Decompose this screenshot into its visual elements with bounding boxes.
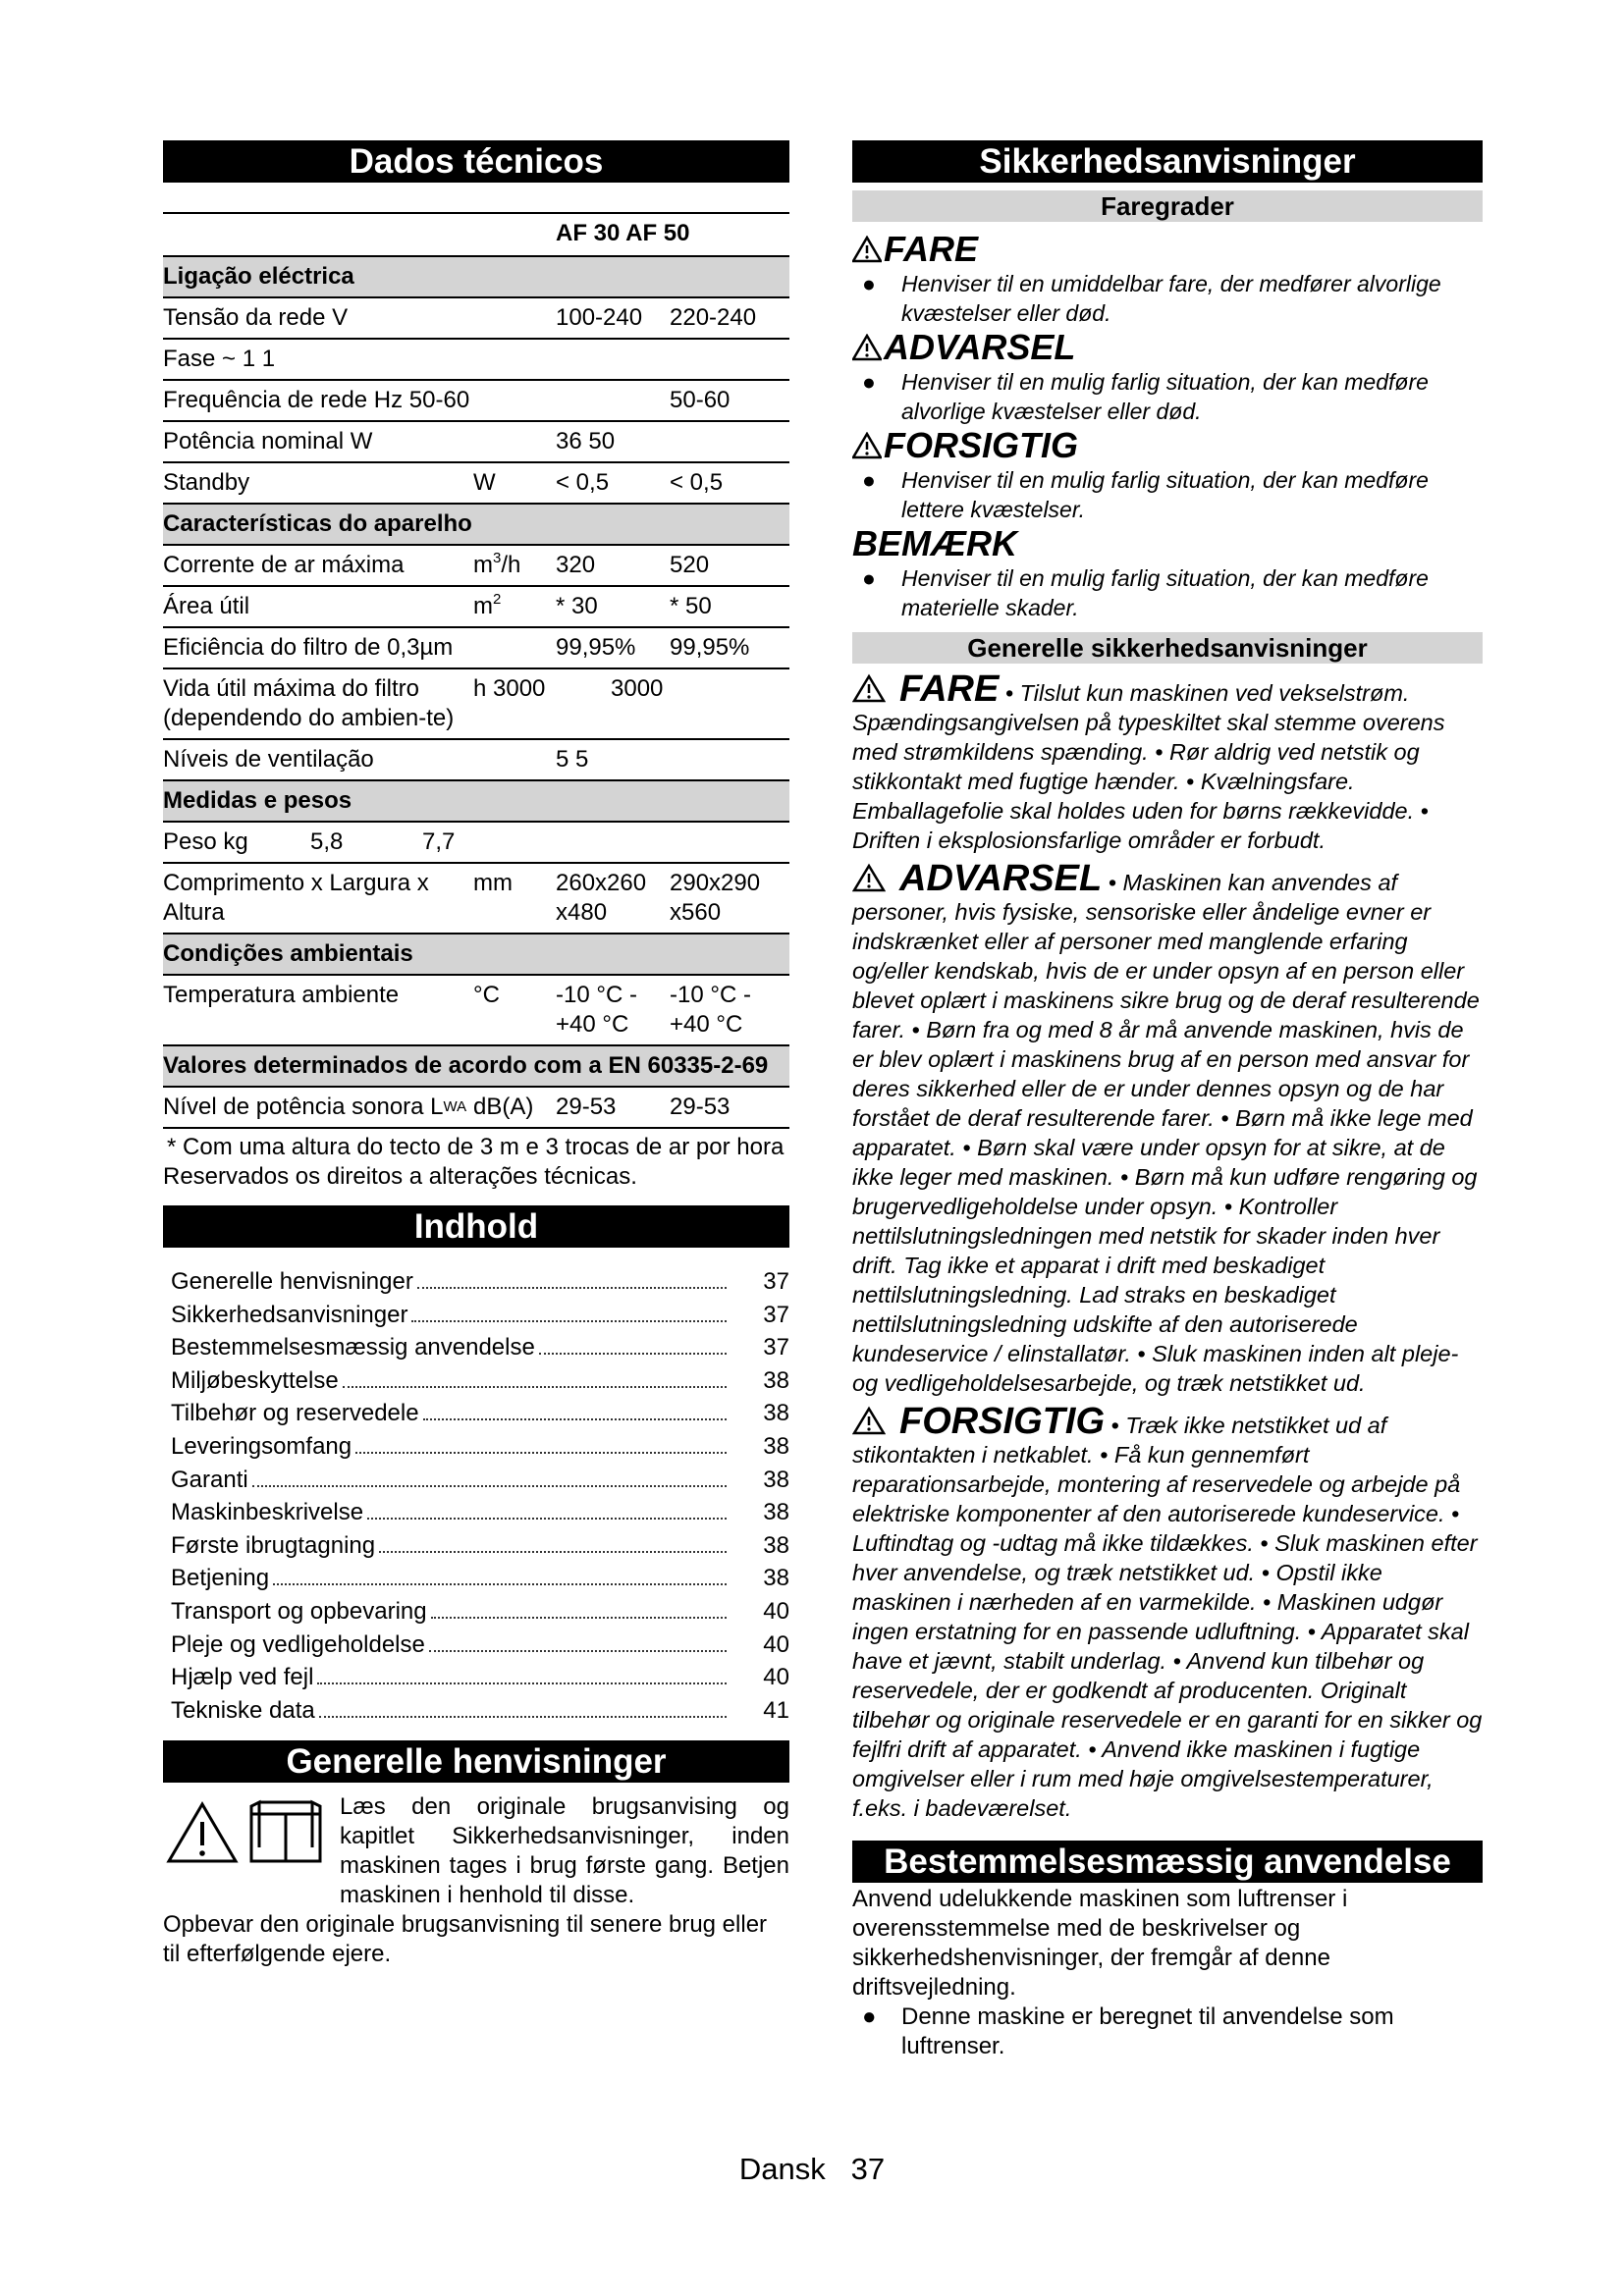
toc-page-number: 38 — [763, 1499, 789, 1526]
table-row — [163, 669, 789, 740]
table-row — [163, 823, 789, 864]
warning-and-manual-icons — [163, 1792, 340, 1869]
table-section-row — [163, 257, 789, 298]
intended-use-bullet: ● Denne maskine er beregnet til anvendelse som luftrenser. — [862, 2003, 1394, 2059]
advarsel-text: • Maskinen kan anvendes af personer, hvis fysiske, sensoriske eller åndelige evner er indskrænket eller af personer med manglende erfaring og/eller kendskab, hvis de er under opsyn af en person eller blevet oplært i maskinens sikre brug og de deraf resulterende farer. • Børn fra og med 8 år må anvende maskinen, hvis de er blev oplært i maskinens brug af en person med ansvar for deres sikkerhed eller de er under dennes opsyn og de har forstået de deraf resulterende farer. • Børn må ikke lege med apparatet. • Børn skal være under opsyn for at sikre, at de ikke leger med maskinen. • Børn må kun udføre rengøring og brugervedligeholdelse under opsyn. • Kontroller nettilslutningsledningen med netstik for skader inden hver drift. Tag ikke et apparat i drift med beskadiget nettilslutningsledning. Lad straks en beskadiget nettilslutningsledning udskifte af den autoriserede kundeservice / elinstallatør. • Sluk maskinen inden alt pleje- og vedligeholdelsesarbejde, og træk netstikket ud. — [852, 870, 1480, 1396]
warning-triangle-icon — [852, 1406, 886, 1435]
table-row — [163, 587, 789, 628]
cell-c2: dB(A) — [473, 1094, 534, 1120]
cell-c3: 260x260 x480 — [556, 870, 647, 926]
table-header-row — [163, 214, 789, 257]
toc-leader-dots — [367, 1518, 727, 1520]
cell-c1: Fase ~ 1 1 — [163, 346, 276, 372]
toc-leader-dots — [319, 1716, 727, 1718]
cell-c2: mm — [473, 870, 513, 896]
toc-page-number: 37 — [763, 1268, 789, 1295]
cell-c2: $m^3/h$ — [473, 550, 521, 578]
page-footer — [0, 2152, 1624, 2187]
toc-label: Miljøbeskyttelse — [171, 1366, 339, 1394]
cell-c4: 29-53 — [670, 1094, 731, 1120]
toc-page-number: 40 — [763, 1630, 789, 1658]
bestemmelsesmaessig-heading: Bestemmelsesmæssig anvendelse — [852, 1841, 1483, 1883]
footnote: * Com uma altura do tecto de 3 m e 3 trocas de ar por hora — [167, 1134, 785, 1160]
table-row — [163, 628, 789, 669]
cell-c3: 100-240 — [556, 304, 643, 331]
toc-item[interactable] — [163, 1299, 789, 1332]
cell-c3 — [556, 386, 670, 415]
toc-label: Leveringsomfang — [171, 1432, 352, 1460]
cell-c1: Vida útil máxima do filtro (dependendo do ambien-te) — [163, 675, 455, 731]
hazard-level-description: ● Henviser til en mulig farlig situation, der kan medføre alvorlige kvæstelser eller død. — [862, 369, 1429, 424]
cell-c3: 5 5 — [556, 746, 589, 773]
section-title: Valores determinados de acordo com a EN 60335-2-69 — [163, 1052, 769, 1079]
cell-c4: < 0,5 — [670, 469, 724, 496]
cell-c1: Níveis de ventilação — [163, 746, 374, 773]
toc-label: Garanti — [171, 1466, 248, 1493]
cell-c4: 220-240 — [670, 304, 757, 331]
cell-c3 — [556, 345, 670, 374]
cell-c4: 99,95% — [670, 634, 750, 661]
cell-c4: 290x290 x560 — [670, 870, 761, 926]
cell-c3: 36 50 — [556, 428, 616, 454]
toc-item[interactable] — [163, 1629, 789, 1662]
toc-page-number: 38 — [763, 1531, 789, 1559]
cell-c2: °C — [473, 982, 500, 1008]
toc-label: Sikkerhedsanvisninger — [171, 1301, 408, 1328]
footer-language: Dansk — [738, 2152, 826, 2186]
toc-item[interactable] — [163, 1464, 789, 1497]
cell-c2: h 3000 — [473, 675, 546, 702]
sikkerhedsanvisninger-heading: Sikkerhedsanvisninger — [852, 140, 1483, 183]
hazard-level-title: FARE — [852, 230, 1483, 269]
hazard-level-title: FORSIGTIG — [852, 426, 1483, 465]
cell-c4 — [536, 828, 650, 857]
reserved-note: Reservados os direitos a alterações técnicas. — [163, 1163, 637, 1190]
cell-c1: Área útil — [163, 593, 250, 619]
toc-item[interactable] — [163, 1364, 789, 1398]
toc-page-number: 38 — [763, 1466, 789, 1493]
toc-page-number: 37 — [763, 1334, 789, 1362]
cell-c4: 50-60 — [670, 387, 731, 413]
toc-item[interactable] — [163, 1397, 789, 1430]
cell-c4: -10 °C - +40 °C — [670, 982, 751, 1038]
toc-page-number: 41 — [763, 1696, 789, 1724]
toc-item[interactable] — [163, 1562, 789, 1595]
toc-leader-dots — [252, 1485, 727, 1487]
warning-triangle-icon — [852, 432, 882, 459]
cell-c3: * 30 — [556, 593, 598, 619]
toc-label: Tekniske data — [171, 1696, 315, 1724]
cell-c3: 29-53 — [556, 1094, 617, 1120]
cell-c4 — [670, 345, 784, 374]
section-title: Características do aparelho — [163, 510, 472, 537]
cell-c1: Comprimento x Largura x Altura — [163, 870, 429, 926]
model-header: AF 30 AF 50 — [556, 220, 690, 246]
toc-label: Første ibrugtagning — [171, 1531, 376, 1559]
warning-triangle-icon — [852, 673, 886, 703]
warning-triangle-icon — [852, 236, 882, 263]
toc-leader-dots — [423, 1418, 727, 1420]
toc-leader-dots — [431, 1617, 727, 1619]
table-section-row — [163, 505, 789, 546]
right-column — [852, 140, 1483, 2061]
cell-c2 — [473, 745, 556, 774]
toc-page-number: 38 — [763, 1432, 789, 1460]
indhold-heading: Indhold — [163, 1205, 789, 1248]
toc-page-number: 37 — [763, 1301, 789, 1328]
cell-c2 — [473, 303, 556, 333]
table-row — [163, 463, 789, 505]
forsigtig-text: • Træk ikke netstikket ud af stikontakten i netkablet. • Få kun gennemført reparationsarbejde, montering af reservedele og arbejde på elektriske komponenter af den autoriserede kundeservice. • Luftindtag og -udtag må ikke tildækkes. • Sluk maskinen efter hver anvendelse, og træk netstikket ud. • Opstil ikke maskinen i nærheden af en varmekilde. • Maskinen udgør ingen erstatning for en passende udluftning. • Apparatet skal have et jævnt, stabilt underlag. • Anvend kun tilbehør og reservedele, der er godkendt af producenten. Originalt tilbehør og originale reservedele er en garanti for en sikker og fejlfri drift af apparatet. • Anvend ikke maskinen i fugtige omgivelser eller i rum med høje omgivelsestemperaturer, f.eks. i badeværelset. — [852, 1413, 1483, 1821]
toc-leader-dots — [539, 1353, 727, 1355]
toc-item[interactable] — [163, 1430, 789, 1464]
fare-paragraph — [852, 668, 1483, 855]
cell-c1: Eficiência do filtro de 0,3µm — [163, 634, 454, 661]
table-row — [163, 422, 789, 463]
faregrader-heading: Faregrader — [852, 190, 1483, 222]
cell-c2 — [473, 386, 556, 415]
table-row — [163, 381, 789, 422]
cell-c2 — [473, 633, 556, 663]
forsigtig-paragraph — [852, 1401, 1483, 1823]
toc-label: Tilbehør og reservedele — [171, 1400, 419, 1427]
generelle-henvisninger-heading: Generelle henvisninger — [163, 1740, 789, 1783]
cell-c3: 320 — [556, 552, 596, 578]
hazard-level-description: ● Henviser til en umiddelbar fare, der medfører alvorlige kvæstelser eller død. — [862, 271, 1441, 326]
cell-c3: 99,95% — [556, 634, 636, 661]
toc-page-number: 40 — [763, 1597, 789, 1625]
toc-item[interactable] — [163, 1331, 789, 1364]
cell-c1: Standby — [163, 469, 250, 496]
toc-page-number: 38 — [763, 1565, 789, 1592]
cell-c4: 520 — [670, 552, 710, 578]
warning-triangle-icon — [852, 863, 886, 892]
general-safety-heading: Generelle sikkerhedsanvisninger — [852, 632, 1483, 664]
toc-leader-dots — [379, 1551, 727, 1553]
cell-c3: < 0,5 — [556, 469, 610, 496]
keep-manual-text: Opbevar den originale brugsanvisning til senere brug eller til efterfølgende ejere. — [163, 1911, 768, 1968]
toc-leader-dots — [429, 1650, 727, 1652]
advarsel-paragraph — [852, 858, 1483, 1398]
toc-label: Bestemmelsesmæssig anvendelse — [171, 1334, 535, 1362]
section-title: Medidas e pesos — [163, 787, 352, 814]
hazard-level-description: ● Henviser til en mulig farlig situation, der kan medføre materielle skader. — [862, 565, 1429, 620]
general-notes-text: Læs den originale brugsanvising og kapitlet Sikkerhedsanvisninger, inden maskinen tages i brug første gang. Betjen maskinen i henhold til disse. — [340, 1793, 789, 1909]
table-section-row — [163, 934, 789, 976]
toc-page-number: 40 — [763, 1664, 789, 1691]
general-notes-block — [163, 1792, 789, 1910]
toc-label: Pleje og vedligeholdelse — [171, 1630, 425, 1658]
cell-c4 — [670, 427, 784, 456]
toc-item[interactable] — [163, 1694, 789, 1728]
toc-leader-dots — [317, 1682, 727, 1684]
toc-leader-dots — [411, 1320, 727, 1322]
cell-c2 — [473, 427, 556, 456]
tech-data-table — [163, 212, 789, 1129]
toc-item[interactable] — [163, 1265, 789, 1299]
cell-c1: Temperatura ambiente — [163, 982, 400, 1008]
cell-c1: Tensão da rede V — [163, 304, 349, 331]
cell-c4: 3000 — [611, 675, 664, 702]
cell-c1: Nível de potência sonora LWA — [163, 1094, 467, 1120]
cell-c2 — [473, 345, 556, 374]
toc-item[interactable] — [163, 1595, 789, 1629]
table-of-contents — [163, 1265, 789, 1727]
warning-triangle-icon — [852, 334, 882, 361]
cell-c2: $m^2$ — [473, 591, 502, 619]
warning-triangle-icon — [163, 1792, 340, 1869]
toc-item[interactable] — [163, 1496, 789, 1529]
fare-label: FARE — [852, 668, 999, 710]
cell-c4: * 50 — [670, 593, 712, 619]
toc-leader-dots — [273, 1583, 727, 1585]
toc-item[interactable] — [163, 1529, 789, 1563]
hazard-level-title: ADVARSEL — [852, 328, 1483, 367]
toc-label: Maskinbeskrivelse — [171, 1499, 364, 1526]
cell-c1: Corrente de ar máxima — [163, 552, 405, 578]
table-row — [163, 976, 789, 1046]
table-row — [163, 1088, 789, 1129]
advarsel-label: ADVARSEL — [852, 858, 1102, 899]
toc-leader-dots — [417, 1287, 727, 1289]
cell-c3: -10 °C - +40 °C — [556, 982, 637, 1038]
intended-use-text: Anvend udelukkende maskinen som luftrenser i overensstemmelse med de beskrivelser og sikkerhedshenvisninger, der fremgår af denne driftsvejledning. — [852, 1886, 1348, 2001]
hazard-levels — [852, 230, 1483, 622]
table-section-row — [163, 1046, 789, 1088]
page-number: 37 — [850, 2152, 886, 2186]
table-row — [163, 340, 789, 381]
fare-text: • Tilslut kun maskinen ved vekselstrøm. Spændingsangivelsen på typeskiltet skal stemme overens med strømkildens spænding. • Rør aldrig ved netstik og stikkontakt med fugtige hænder. • Kvælningsfare. Emballagefolie skal holdes uden for børns rækkevidde. • Driften i eksplosionsfarlige områder er forbudt. — [852, 680, 1445, 853]
table-section-row — [163, 781, 789, 823]
left-column — [163, 140, 789, 1969]
cell-c3: 7,7 — [422, 828, 456, 855]
toc-page-number: 38 — [763, 1400, 789, 1427]
section-title: Ligação eléctrica — [163, 263, 354, 290]
toc-label: Generelle henvisninger — [171, 1268, 413, 1295]
manual-book-icon — [251, 1802, 320, 1861]
table-row — [163, 740, 789, 781]
toc-leader-dots — [355, 1452, 727, 1454]
section-title: Condições ambientais — [163, 940, 413, 967]
table-row — [163, 546, 789, 587]
toc-item[interactable] — [163, 1661, 789, 1694]
cell-c4 — [670, 745, 784, 774]
toc-leader-dots — [343, 1386, 727, 1388]
table-row — [163, 864, 789, 934]
cell-c1: Peso kg — [163, 828, 248, 855]
toc-label: Transport og opbevaring — [171, 1597, 427, 1625]
cell-c1: Potência nominal W — [163, 428, 373, 454]
forsigtig-label: FORSIGTIG — [852, 1401, 1105, 1442]
toc-label: Hjælp ved fejl — [171, 1664, 314, 1691]
toc-page-number: 38 — [763, 1366, 789, 1394]
table-row — [163, 298, 789, 340]
cell-c2: W — [473, 469, 496, 496]
toc-label: Betjening — [171, 1565, 270, 1592]
dados-tecnicos-heading: Dados técnicos — [163, 140, 789, 183]
hazard-level-description: ● Henviser til en mulig farlig situation, der kan medføre lettere kvæstelser. — [862, 467, 1429, 522]
cell-c1: Frequência de rede Hz 50-60 — [163, 387, 470, 413]
cell-c2: 5,8 — [310, 828, 344, 855]
hazard-level-title: BEMÆRK — [852, 523, 1017, 563]
